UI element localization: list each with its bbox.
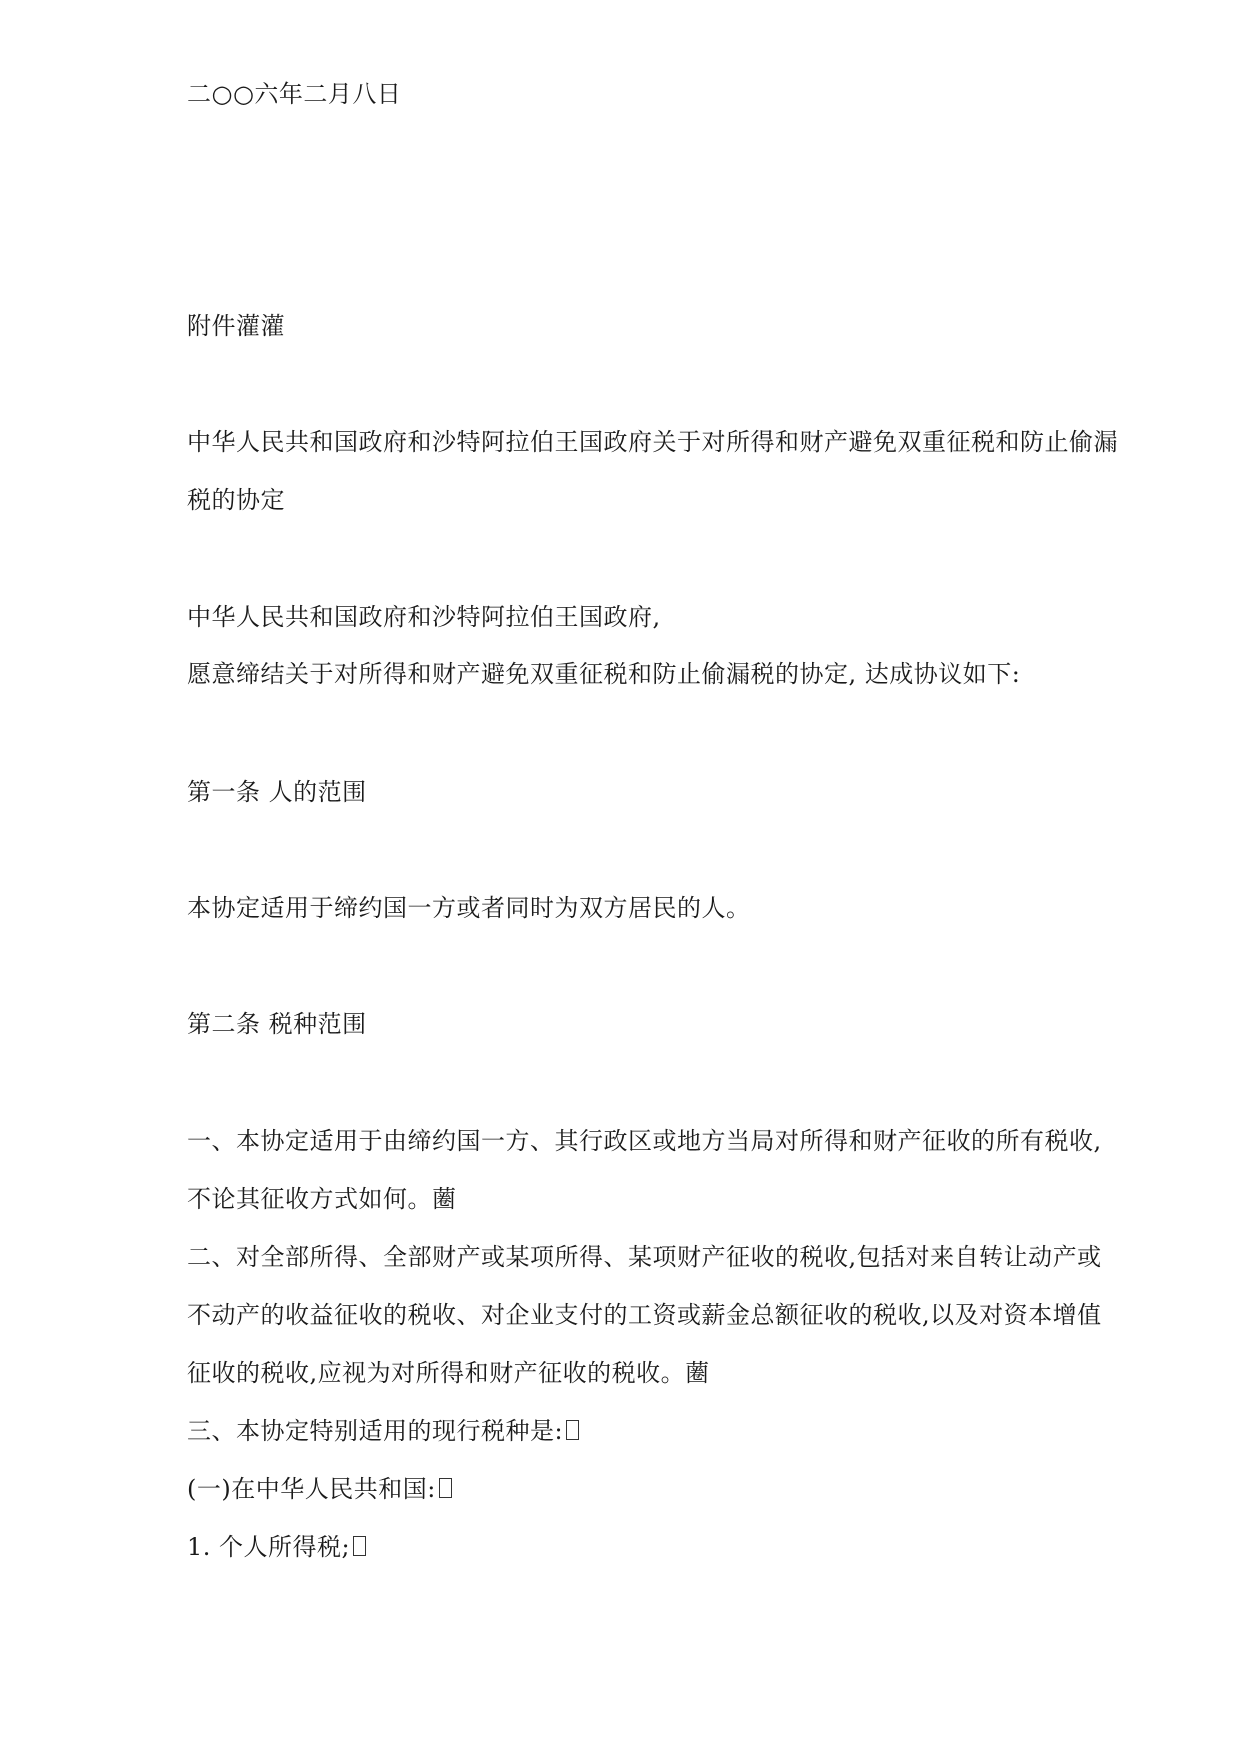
article-2-heading: 第二条 税种范围 bbox=[187, 1010, 367, 1038]
article-2-para-3-text: 三、本协定特别适用的现行税种是: bbox=[187, 1417, 564, 1445]
document-date: 二○○六年二月八日 bbox=[187, 80, 402, 108]
article-2-item-1-text: 1. 个人所得税; bbox=[187, 1533, 351, 1561]
article-2-para-2-line-2: 不动产的收益征收的税收、对企业支付的工资或薪金总额征收的税收,以及对资本增值 bbox=[187, 1301, 1102, 1329]
article-2-item-1 bbox=[187, 1531, 1137, 1563]
article-2-sub-1 bbox=[187, 1473, 1137, 1505]
missing-glyph-box-icon bbox=[353, 1536, 366, 1556]
preamble-line-2: 愿意缔结关于对所得和财产避免双重征税和防止偷漏税的协定, 达成协议如下: bbox=[187, 660, 1021, 688]
document-title-line-1: 中华人民共和国政府和沙特阿拉伯王国政府关于对所得和财产避免双重征税和防止偷漏 bbox=[187, 428, 1118, 456]
article-2-para-3-line-1 bbox=[187, 1415, 1137, 1447]
document-title-line-2: 税的协定 bbox=[187, 486, 285, 514]
missing-glyph-box-icon bbox=[439, 1478, 452, 1498]
article-2-para-1-line-2: 不论其征收方式如何。蔨 bbox=[187, 1185, 457, 1213]
missing-glyph-box-icon bbox=[566, 1420, 579, 1440]
attachment-label: 附件灌灌 bbox=[187, 312, 285, 340]
article-2-para-1-line-1: 一、本协定适用于由缔约国一方、其行政区或地方当局对所得和财产征收的所有税收, bbox=[187, 1127, 1102, 1155]
article-2-para-2-line-1: 二、对全部所得、全部财产或某项所得、某项财产征收的税收,包括对来自转让动产或 bbox=[187, 1243, 1102, 1271]
article-1-text: 本协定适用于缔约国一方或者同时为双方居民的人。 bbox=[187, 894, 751, 922]
article-2-sub-1-text: (一)在中华人民共和国: bbox=[187, 1475, 436, 1503]
preamble-line-1: 中华人民共和国政府和沙特阿拉伯王国政府, bbox=[187, 603, 661, 631]
article-1-heading: 第一条 人的范围 bbox=[187, 778, 367, 806]
article-2-para-2-line-3: 征收的税收,应视为对所得和财产征收的税收。蔨 bbox=[187, 1359, 710, 1387]
